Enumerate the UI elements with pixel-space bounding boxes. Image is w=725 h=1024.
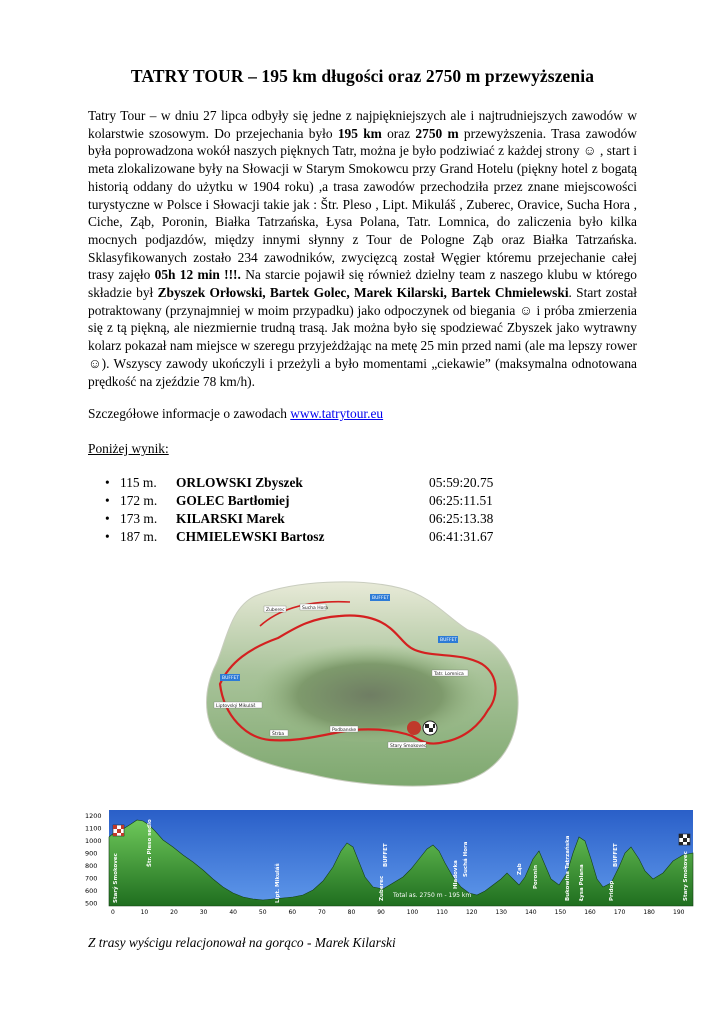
profile-place-label: Bukowina Tatrzańska [565, 835, 571, 901]
profile-total-label: Total as. 2750 m - 195 km [393, 892, 472, 899]
profile-place-label: BUFFET [613, 843, 619, 867]
profile-place-label: Suchá Hora [463, 841, 469, 877]
result-time: 06:25:13.38 [429, 511, 494, 526]
profile-place-label: Lipt. Mikuláš [275, 863, 281, 903]
profile-x-tick: 10 [140, 909, 149, 916]
map-label-podbanske: Podbanske [332, 728, 357, 733]
article-paragraph [88, 107, 637, 390]
results-list [88, 475, 518, 547]
profile-x-tick: 160 [584, 909, 596, 916]
profile-x-tick: 170 [613, 909, 626, 916]
profile-x-tick: 130 [495, 909, 507, 916]
profile-y-tick: 1000 [85, 837, 102, 845]
bold-text: 2750 m [415, 125, 459, 141]
result-place: 187 m. [120, 529, 158, 544]
map-label-buffet-3: BUFFET [440, 638, 458, 643]
profile-place-label: Hladovka [453, 860, 459, 889]
profile-place-label: Zuberec [379, 875, 385, 901]
result-name: ORLOWSKI Zbyszek [176, 475, 303, 490]
text-segment: Tatry Tour – w dniu 27 lipca odbyły się jedne z najpiękniejszych ale i najtrudniejszych zawodów w kolarstwie szosowym. Do przejechania było [88, 108, 637, 141]
map-label-tatr-lomnica: Tatr. Lomnica [434, 672, 464, 677]
bullet-icon: • [105, 529, 110, 544]
start-marker-icon [407, 721, 421, 735]
map-label-strba: Štrba [272, 732, 285, 737]
profile-place-label: Poronin [533, 864, 539, 889]
map-label-zuberec: Zuberec [266, 608, 285, 613]
profile-x-tick: 110 [436, 909, 448, 916]
profile-x-tick: 50 [258, 909, 267, 916]
result-name: KILARSKI Marek [176, 511, 285, 526]
profile-y-tick: 900 [85, 849, 98, 858]
profile-y-tick: 1200 [85, 812, 102, 820]
text-segment: . Start został potraktowany (przynajmniej w moim przypadku) jako odpoczynek od biegania ☺ i próba zmierzenia się z tą piękną, ale niezmiernie trudną trasą. Jak można było się spodziewać Zbyszek jako wytrawny kolarz pokazał nam miejsce w szeregu przyjeżdżając na metę 25 min przed nami (ale ma lepszy rower ☺). Wszyscy zawody ukończyli i przeżyli a było momentami „ciekawie” (maksymalna odnotowana prędkość na zjeździe 78 km/h). [88, 285, 637, 389]
profile-y-tick: 600 [85, 887, 98, 895]
tatrytour-link[interactable]: www.tatrytour.eu [290, 406, 384, 421]
info-line [88, 406, 383, 422]
mountains-shape [250, 638, 490, 742]
profile-y-tick: 1100 [85, 824, 102, 833]
map-label-buffet-1: BUFFET [372, 596, 390, 601]
profile-x-tick: 140 [525, 909, 537, 916]
bold-text: 195 km [337, 125, 382, 141]
map-label-stary-smokovec: Stary Smokovec [390, 744, 427, 749]
result-item [88, 493, 518, 511]
profile-y-tick: 700 [85, 874, 98, 883]
signature: Z trasy wyścigu relacjonował na gorąco - Marek Kilarski [88, 935, 396, 950]
result-place: 173 m. [120, 511, 158, 526]
profile-x-tick: 30 [199, 909, 208, 916]
result-item [88, 475, 518, 493]
result-item [88, 511, 518, 529]
profile-x-tick: 90 [377, 909, 385, 916]
profile-place-label: Starý Smokovec [113, 853, 119, 903]
result-place: 172 m. [120, 493, 158, 508]
map-label-sucha-hora: Sucha Hora [302, 606, 328, 611]
text-segment: oraz [381, 125, 416, 141]
result-name: CHMIELEWSKI Bartosz [176, 529, 325, 544]
profile-x-tick: 0 [111, 909, 115, 916]
profile-y-tick: 500 [85, 899, 98, 908]
result-name: GOLEC Bartłomiej [176, 493, 290, 508]
document-title: TATRY TOUR – 195 km długości oraz 2750 m przewyższenia [130, 66, 595, 86]
profile-place-label: Pridop [609, 880, 615, 901]
bullet-icon: • [105, 511, 110, 526]
profile-x-tick: 180 [643, 909, 655, 916]
text-segment: Na starcie pojawił się również dzielny team z naszego klubu w którego składzie był [88, 267, 637, 301]
profile-x-tick: 40 [229, 909, 237, 916]
result-time: 06:41:31.67 [429, 529, 494, 544]
profile-x-tick: 100 [406, 909, 419, 916]
profile-x-tick: 20 [170, 909, 178, 916]
result-time: 05:59:20.75 [429, 475, 494, 490]
elevation-profile-image [83, 807, 696, 917]
profile-place-label: Stary Smokovec [683, 851, 689, 901]
profile-x-tick: 80 [347, 909, 356, 916]
profile-place-label: Štr. Pleso sedlo [147, 819, 153, 867]
map-label-lipt-mikulas: Liptovský Mikuláš [216, 704, 256, 709]
profile-y-tick: 800 [85, 862, 98, 870]
profile-place-label: Ząb [517, 863, 523, 875]
results-heading: Poniżej wynik: [88, 441, 169, 456]
text-segment: przewyższenia. Trasa zawodów była poprowadzona wokół naszych pięknych Tatr, można je było podziwiać z każdej strony ☺ , start i meta zlokalizowane były na Słowacji w Starym Smokowcu przy Grand Hotelu (piękny hotel z bogatą historią oddany do użytku w 1904 roku) ,a trasa zawodów przechodziła przez znane miejscowości turystyczne w Polsce i Słowacji takie jak : Štr. Pleso , Lipt. Mikuláš , Zuberec, Oravice, Sucha Hora , Ciche, Ząb, Poronin, Białka Tatrzańska, Łysa Polana, Tatr. Lomnica, do zaliczenia było kilka mocnych podjazdów, między innymi słynny z Tour de Pologne Ząb oraz Białka Tatrzańska. Sklasyfikowanych zostało 234 zawodników, zwycięzcą został Węgier któremu przejechanie całej trasy zajęło [88, 125, 637, 283]
bullet-icon: • [105, 475, 110, 490]
result-item [88, 529, 518, 547]
profile-x-tick: 190 [673, 909, 685, 916]
bullet-icon: • [105, 493, 110, 508]
map-label-buffet-2: BUFFET [222, 676, 240, 681]
profile-place-label: BUFFET [383, 843, 389, 867]
bold-text: 05h 12 min !!!. [154, 267, 241, 283]
profile-place-label: Łysa Polana [579, 864, 585, 901]
profile-x-tick: 60 [288, 909, 297, 916]
profile-x-tick: 150 [554, 909, 567, 916]
result-place: 115 m. [120, 475, 157, 490]
route-map-image [200, 578, 525, 790]
info-text: Szczegółowe informacje o zawodach [88, 406, 291, 421]
profile-x-tick: 70 [318, 909, 326, 916]
result-time: 06:25:11.51 [429, 493, 493, 508]
profile-x-tick: 120 [465, 909, 478, 916]
bold-text: Zbyszek Orłowski, Bartek Golec, Marek Kilarski, Bartek Chmielewski [157, 285, 569, 301]
